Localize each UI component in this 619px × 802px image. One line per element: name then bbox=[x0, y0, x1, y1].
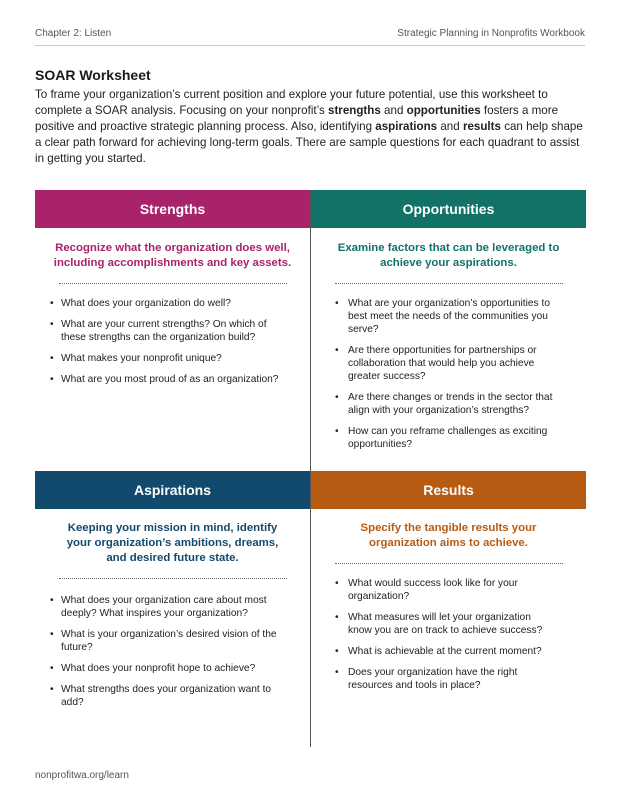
strengths-question: • What makes your nonprofit unique? bbox=[35, 352, 280, 365]
workbook-title: Strategic Planning in Nonprofits Workbook bbox=[397, 28, 585, 39]
intro-text-4: and bbox=[437, 120, 463, 133]
intro-text-2: and bbox=[380, 104, 407, 117]
opportunities-question-list bbox=[311, 297, 556, 451]
strengths-description: Recognize what the organization does well, including accomplishments and key assets. bbox=[53, 242, 292, 269]
page-title: SOAR Worksheet bbox=[35, 67, 151, 83]
strengths-question: • What are your current strengths? On which of these strengths can the organization build? bbox=[35, 318, 280, 344]
intro-bold-strengths: strengths bbox=[328, 104, 381, 117]
aspirations-question: • What does your organization care about most deeply? What inspires your organization? bbox=[35, 594, 280, 620]
results-question: • Does your organization have the right resources and tools in place? bbox=[311, 666, 556, 692]
aspirations-dotted-divider bbox=[59, 578, 287, 579]
results-question: • What measures will let your organization know you are on track to achieve success? bbox=[311, 611, 556, 637]
strengths-quadrant bbox=[35, 190, 310, 394]
aspirations-heading: Aspirations bbox=[35, 471, 310, 509]
strengths-dotted-divider bbox=[59, 283, 287, 284]
aspirations-question: • What strengths does your organization want to add? bbox=[35, 683, 280, 709]
opportunities-dotted-divider bbox=[335, 283, 563, 284]
results-question-list bbox=[311, 577, 556, 692]
strengths-question-list bbox=[35, 297, 280, 386]
intro-bold-results: results bbox=[462, 120, 501, 133]
aspirations-question: • What is your organization’s desired vision of the future? bbox=[35, 628, 280, 654]
results-dotted-divider bbox=[335, 563, 563, 564]
intro-bold-opportunities: opportunities bbox=[406, 104, 481, 117]
opportunities-question: • What are your organization’s opportunities to best meet the needs of the communities you serve? bbox=[311, 297, 556, 336]
results-heading: Results bbox=[311, 471, 586, 509]
aspirations-description: Keeping your mission in mind, identify your organization’s ambitions, dreams, and desired future state. bbox=[66, 522, 279, 564]
opportunities-quadrant bbox=[311, 190, 586, 459]
aspirations-question-list bbox=[35, 594, 280, 709]
strengths-question: • What does your organization do well? bbox=[35, 297, 280, 310]
intro-text-1: To frame your organization’s current position and explore your future potential, use this worksheet to complete a SOAR analysis. Focusing on your nonprofit’s bbox=[35, 88, 548, 117]
aspirations-quadrant bbox=[35, 471, 310, 717]
intro-text-5: can help shape a clear path forward for achieving long-term goals. There are sample questions for each quadrant to assist in getting you started. bbox=[35, 120, 583, 165]
intro-paragraph bbox=[35, 87, 585, 167]
intro-text-3: fosters a more positive and proactive strategic planning process. Also, identifying bbox=[35, 104, 559, 133]
opportunities-question: • Are there changes or trends in the sector that align with your organization’s strengths? bbox=[311, 391, 556, 417]
opportunities-question: • How can you reframe challenges as exciting opportunities? bbox=[311, 425, 556, 451]
strengths-question: • What are you most proud of as an organization? bbox=[35, 373, 280, 386]
opportunities-heading: Opportunities bbox=[311, 190, 586, 228]
footer-url[interactable]: nonprofitwa.org/learn bbox=[35, 770, 129, 781]
aspirations-question: • What does your nonprofit hope to achieve? bbox=[35, 662, 280, 675]
header-divider bbox=[35, 45, 585, 46]
results-question: • What is achievable at the current moment? bbox=[311, 645, 556, 658]
opportunities-question: • Are there opportunities for partnerships or collaboration that would help you achieve greater success? bbox=[311, 344, 556, 383]
results-description: Specify the tangible results your organization aims to achieve. bbox=[360, 522, 537, 549]
opportunities-description: Examine factors that can be leveraged to achieve your aspirations. bbox=[337, 242, 560, 269]
intro-bold-aspirations: aspirations bbox=[375, 120, 438, 133]
strengths-heading: Strengths bbox=[35, 190, 310, 228]
results-quadrant bbox=[311, 471, 586, 700]
chapter-label: Chapter 2: Listen bbox=[35, 28, 112, 39]
results-question: • What would success look like for your organization? bbox=[311, 577, 556, 603]
